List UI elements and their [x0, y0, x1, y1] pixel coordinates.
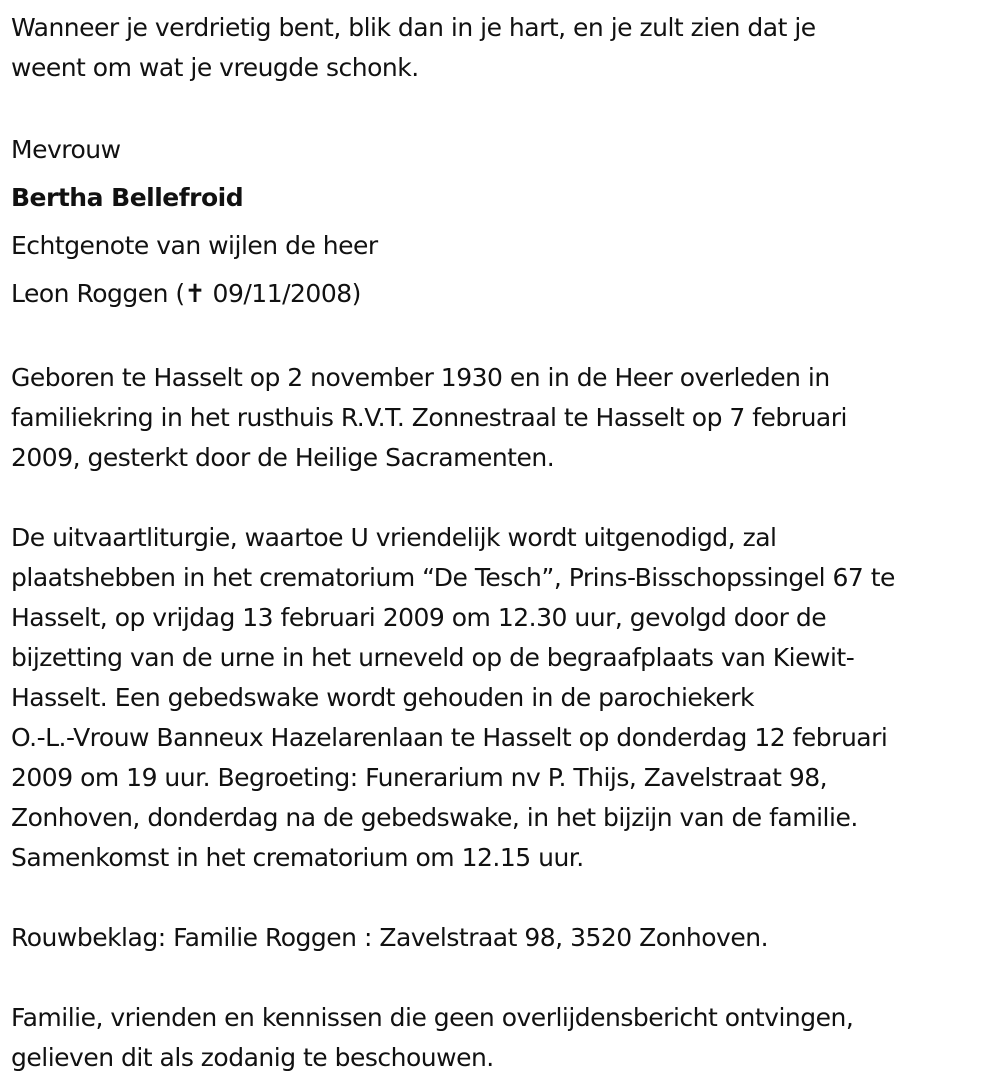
deceased-name: Bertha Bellefroid	[11, 183, 244, 212]
spacer	[11, 478, 991, 518]
spouse-line-2: Leon Roggen (✝ 09/11/2008)	[11, 279, 361, 308]
opening-quote: Wanneer je verdrietig bent, blik dan in je hart, en je zult zien dat je weent om wat je vreugde schonk.	[11, 13, 816, 82]
funeral-paragraph: De uitvaartliturgie, waartoe U vriendelijk wordt uitgenodigd, zal plaatshebben in het crematorium “De Tesch”, Prins-Bisschopssingel 67 te Hasselt, op vrijdag 13 februari 2009 om 12.30 uur, gevolgd door de bijzetting van de urne in het urneveld op de begraafplaats van Kiewit- Hasselt. Een gebedswake wordt gehouden in de parochiekerk O.-L.-Vrouw Banneux Hazelarenlaan te Hasselt op donderdag 12 februari 2009 om 19 uur. Begroeting: Funerarium nv P. Thijs, Zavelstraat 98, Zonhoven, donderdag na de gebedswake, in het bijzijn van de familie. Samenkomst in het crematorium om 12.15 uur.	[11, 523, 895, 872]
spacer	[11, 958, 991, 998]
obituary-notice	[11, 8, 991, 1078]
closing-paragraph: Familie, vrienden en kennissen die geen overlijdensbericht ontvingen, gelieven dit als zodanig te beschouwen.	[11, 1003, 854, 1072]
salutation: Mevrouw	[11, 135, 121, 164]
spacer	[11, 318, 991, 358]
spacer	[11, 88, 991, 126]
spouse-line-1: Echtgenote van wijlen de heer	[11, 231, 378, 260]
spacer	[11, 878, 991, 918]
birth-death-paragraph: Geboren te Hasselt op 2 november 1930 en in de Heer overleden in familiekring in het rusthuis R.V.T. Zonnestraal te Hasselt op 7 februari 2009, gesterkt door de Heilige Sacramenten.	[11, 363, 847, 472]
condolences-line: Rouwbeklag: Familie Roggen : Zavelstraat 98, 3520 Zonhoven.	[11, 923, 769, 952]
